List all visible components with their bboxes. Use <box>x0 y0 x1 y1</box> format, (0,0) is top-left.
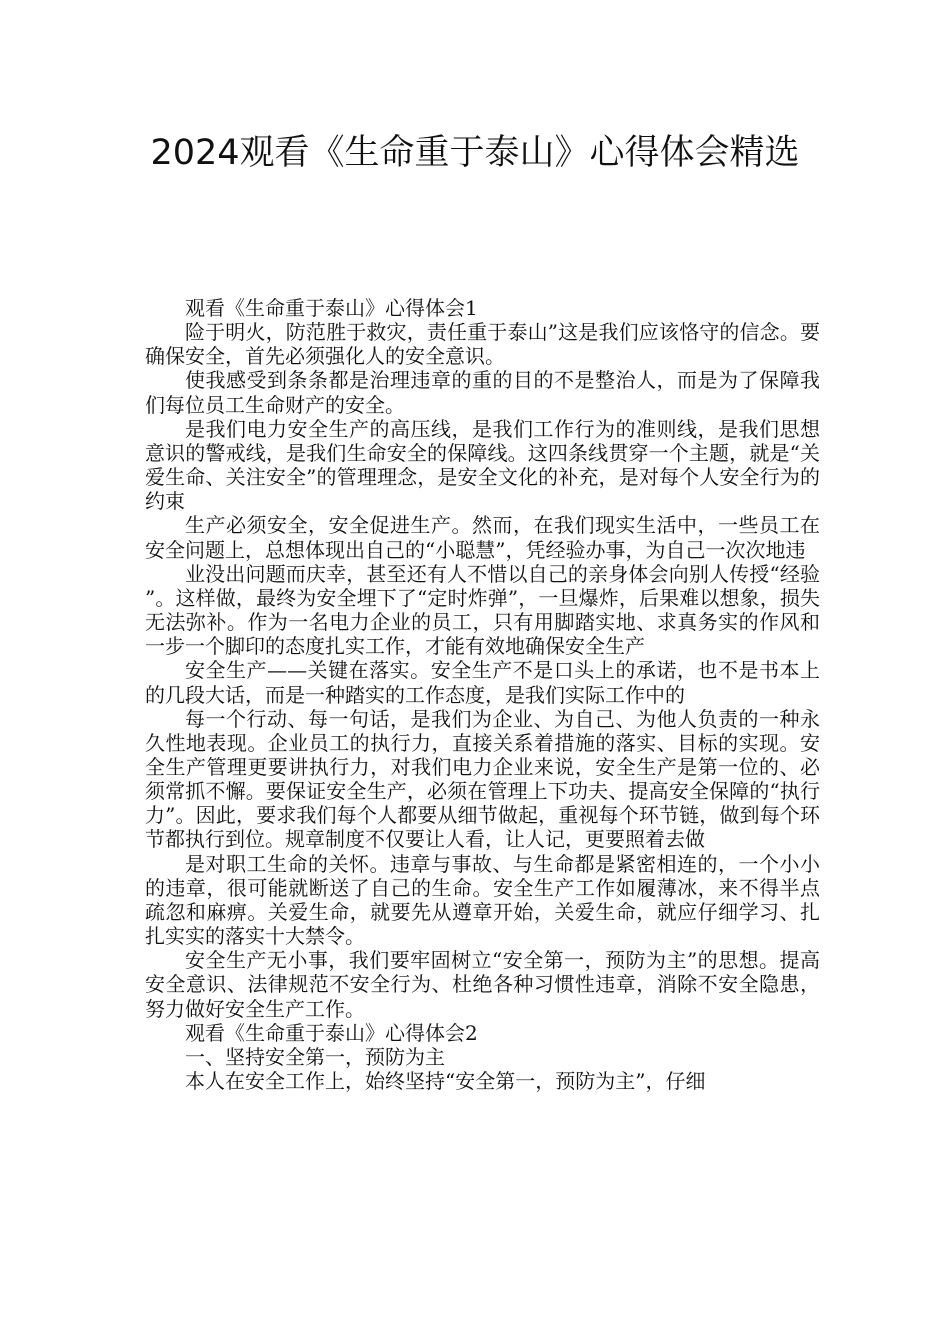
paragraph: 安全生产——关键在落实。安全生产不是口头上的承诺，也不是书本上的几段大话，而是一种踏实的工作态度，是我们实际工作中的 <box>145 658 820 707</box>
paragraph: 业没出问题而庆幸，甚至还有人不惜以自己的亲身体会向别人传授“经验”。这样做，最终为安全埋下了“定时炸弹”，一旦爆炸，后果难以想象，损失无法弥补。作为一名电力企业的员工，只有用脚踏实地、求真务实的作风和一步一个脚印的态度扎实工作，才能有效地确保安全生产 <box>145 561 820 659</box>
paragraph: 一、坚持安全第一，预防为主 <box>185 1044 445 1069</box>
paragraph: 本人在安全工作上，始终坚持“安全第一，预防为主”，仔细 <box>185 1069 706 1093</box>
paragraph: 观看《生命重于泰山》心得体会1 <box>185 296 478 320</box>
paragraph: 使我感受到条条都是治理违章的重的目的不是整治人，而是为了保障我们每位员工生命财产的安全。 <box>145 368 820 417</box>
paragraph: 是对职工生命的关怀。违章与事故、与生命都是紧密相连的，一个小小的违章，很可能就断送了自己的生命。安全生产工作如履薄冰，来不得半点疏忽和麻痹。关爱生命，就要先从遵章开始，关爱生命，就应仔细学习、扎扎实实的落实十大禁令。 <box>145 851 820 949</box>
paragraph: 观看《生命重于泰山》心得体会2 <box>185 1020 478 1045</box>
paragraph: 安全生产无小事，我们要牢固树立“安全第一，预防为主”的思想。提高安全意识、法律规范不安全行为、杜绝各种习惯性违章，消除不安全隐患，努力做好安全生产工作。 <box>145 948 820 1021</box>
paragraph: 生产必须安全，安全促进生产。然而，在我们现实生活中，一些员工在安全问题上，总想体现出自己的“小聪慧”，凭经验办事，为自己一次次地违 <box>145 513 820 562</box>
paragraph: 是我们电力安全生产的高压线，是我们工作行为的准则线，是我们思想意识的警戒线，是我们生命安全的保障线。这四条线贯穿一个主题，就是“关爱生命、关注安全”的管理理念，是安全文化的补充，是对每个人安全行为的约束 <box>145 416 820 514</box>
document-title: 2024观看《生命重于泰山》心得体会精选 <box>150 133 800 173</box>
paragraph: 每一个行动、每一句话，是我们为企业、为自己、为他人负责的一种永久性地表现。企业员工的执行力，直接关系着措施的落实、目标的实现。安全生产管理更要讲执行力，对我们电力企业来说，安全生产是第一位的、必须常抓不懈。要保证安全生产，必须在管理上下功夫、提高安全保障的“执行力”。因此，要求我们每个人都要从细节做起，重视每个环节链，做到每个环节都执行到位。规章制度不仅要让人看，让人记，更要照着去做 <box>145 706 820 852</box>
document-body <box>145 296 820 1093</box>
paragraph: 险于明火，防范胜于救灾，责任重于泰山”这是我们应该恪守的信念。要确保安全，首先必须强化人的安全意识。 <box>145 320 820 369</box>
